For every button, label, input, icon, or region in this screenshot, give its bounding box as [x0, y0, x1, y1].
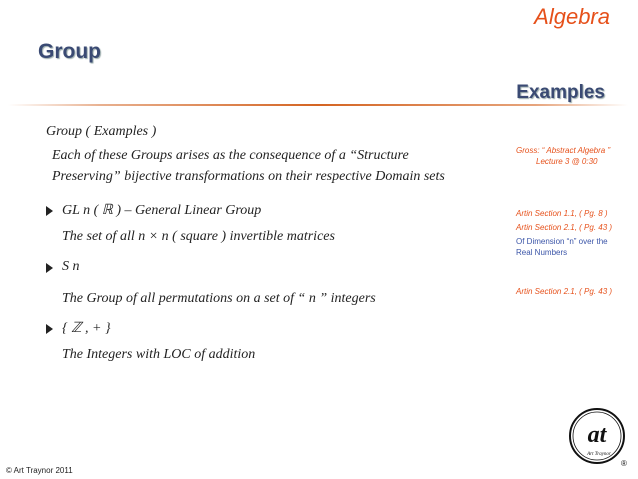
- subheading: Group ( Examples ): [46, 124, 157, 139]
- topic-title: Algebra: [534, 4, 610, 29]
- registered-mark: ®: [621, 459, 627, 468]
- at-logo: [569, 408, 631, 470]
- bullet-arrow-icon: [46, 206, 53, 216]
- item-description: The Integers with LOC of addition: [62, 347, 256, 362]
- item-title: GL n ( ℝ ) – General Linear Group: [62, 203, 262, 218]
- intro-line-2: Preserving” bijective transformations on their respective Domain sets: [52, 169, 445, 184]
- bullet-arrow-icon: [46, 263, 53, 273]
- section-title: Group: [38, 40, 101, 63]
- logo-icon: [569, 408, 631, 470]
- logo-mark: at: [587, 422, 607, 448]
- copyright-notice: © Art Traynor 2011: [6, 466, 73, 475]
- bullet-arrow-icon: [46, 324, 53, 334]
- header-divider: [8, 104, 628, 106]
- reference-note: Lecture 3 @ 0:30: [536, 157, 598, 166]
- item-description: The Group of all permutations on a set of “ n ” integers: [62, 291, 376, 306]
- dimension-note: Real Numbers: [516, 248, 568, 257]
- reference-note: Gross: “ Abstract Algebra ”: [516, 146, 611, 155]
- item-description: The set of all n × n ( square ) invertible matrices: [62, 229, 335, 244]
- subsection-title: Examples: [516, 82, 605, 103]
- reference-note: Artin Section 1.1, ( Pg. 8 ): [516, 209, 608, 218]
- reference-note: Artin Section 2.1, ( Pg. 43 ): [516, 287, 613, 296]
- logo-signature: Art Traynor: [587, 452, 611, 457]
- item-title: { ℤ , + }: [62, 321, 111, 336]
- dimension-note: Of Dimension “n” over the: [516, 237, 608, 246]
- reference-note: Artin Section 2.1, ( Pg. 43 ): [516, 223, 613, 232]
- item-title: S n: [62, 259, 80, 274]
- intro-line-1: Each of these Groups arises as the consequence of a “Structure: [52, 148, 409, 163]
